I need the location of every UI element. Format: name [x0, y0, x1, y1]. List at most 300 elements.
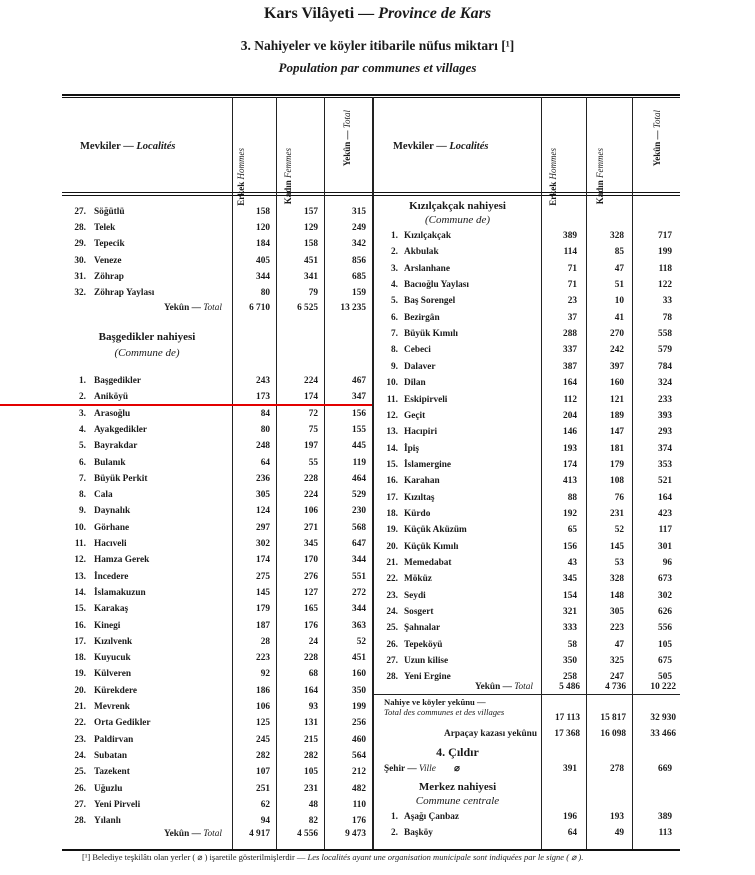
male-count: 146 [563, 427, 577, 438]
locality-name: Görhane [94, 522, 130, 533]
locality-name: Küçük Kımılı [404, 541, 459, 552]
table-row [0, 491, 755, 505]
male-count: 174 [256, 555, 270, 566]
male-count: 245 [256, 734, 270, 745]
locality-name: Bayrakdar [94, 441, 138, 452]
header-rule-2 [62, 195, 680, 196]
male-count: 187 [256, 620, 270, 631]
row-number: 19. [74, 669, 86, 680]
total-count: 344 [352, 555, 366, 566]
locality-name: Kızılçakçak [404, 231, 451, 241]
sehir-total: 669 [658, 764, 672, 774]
row-number: 32. [74, 288, 86, 298]
female-count: 147 [610, 427, 624, 438]
male-count: 321 [563, 607, 577, 618]
female-count: 397 [610, 361, 624, 372]
locality-name: Büyük Kımılı [404, 329, 458, 340]
header-total: Yekûn — Total [342, 110, 352, 167]
male-count: 248 [256, 441, 270, 452]
male-count: 179 [256, 604, 270, 615]
male-count: 243 [256, 376, 270, 386]
locality-name: Karahan [404, 476, 440, 487]
male-count: 23 [567, 296, 577, 307]
locality-name: Zöhrap Yaylası [94, 288, 155, 298]
locality-name: Dilan [404, 378, 426, 389]
sehir-male: 391 [563, 764, 577, 774]
female-count: 164 [304, 685, 318, 696]
row-number: 11. [386, 394, 398, 405]
row-number: 1. [391, 231, 398, 241]
total-count: 272 [352, 587, 366, 598]
female-count: 157 [304, 207, 318, 217]
header-localities: Mevkiler — Localités [80, 141, 176, 152]
total-count: 249 [352, 223, 366, 234]
table-row [0, 654, 755, 668]
table-row [0, 409, 755, 423]
male-count: 156 [563, 541, 577, 552]
female-count: 53 [614, 558, 624, 568]
total-count: 568 [352, 522, 366, 533]
row-number: 15. [386, 459, 398, 470]
total-count: 113 [658, 828, 672, 838]
page-title: Kars Vilâyeti — Province de Kars [263, 5, 492, 22]
row-number: 19. [386, 525, 398, 536]
female-count: 93 [308, 702, 318, 712]
female-count: 228 [304, 653, 318, 664]
female-count: 165 [304, 604, 318, 615]
table-row [0, 540, 755, 554]
footnote: [¹] Belediye teşkilâtı olan yerler ( ⌀ ) işaretile gösterilmişlerdir — Les localités ayant une organisation municipale sont indiquées par le signe ( ⌀ ). [82, 852, 584, 862]
sehir-female: 278 [610, 764, 624, 774]
row-number: 5. [391, 296, 398, 307]
total-count: 96 [662, 558, 672, 568]
male-count: 297 [256, 522, 270, 533]
locality-name: Söğütlü [94, 207, 125, 217]
table-row [0, 474, 755, 488]
row-number: 2. [391, 828, 398, 838]
female-count: 106 [304, 506, 318, 517]
table-row [0, 327, 755, 341]
female-count: 231 [304, 783, 318, 794]
locality-name: Aşağı Çanbaz [404, 812, 460, 822]
table-row [0, 360, 755, 374]
row-number: 30. [74, 255, 86, 266]
total-count: 117 [658, 525, 672, 536]
male-count: 158 [256, 207, 270, 217]
locality-name: İpiş [404, 443, 419, 454]
female-count: 68 [308, 669, 318, 680]
total-count: 164 [658, 492, 672, 503]
row-number: 9. [391, 361, 398, 372]
male-count: 65 [567, 525, 577, 536]
table-row [0, 245, 755, 259]
sehir-row: Şehir — Ville ⌀ [384, 764, 460, 774]
female-count: 158 [304, 239, 318, 250]
row-number: 3. [391, 263, 398, 274]
row-number: 26. [386, 639, 398, 650]
kaza-total-all: 33 466 [650, 729, 676, 739]
female-count: 24 [308, 636, 318, 647]
kaza-total-row: Arpaçay kazası yekûnu [444, 729, 537, 739]
row-number: 23. [74, 734, 86, 745]
row-number: 17. [386, 492, 398, 503]
female-count: 121 [610, 394, 624, 405]
female-count: 82 [308, 816, 318, 827]
male-count: 302 [256, 539, 270, 549]
total-count: 558 [658, 329, 672, 340]
total-male: 6 710 [249, 303, 270, 313]
male-count: 62 [260, 799, 270, 810]
row-number: 16. [74, 620, 86, 631]
female-count: 176 [304, 620, 318, 631]
row-number: 27. [74, 799, 86, 810]
total-count: 647 [352, 539, 366, 549]
female-count: 242 [610, 345, 624, 356]
female-count: 305 [610, 607, 624, 618]
female-count: 48 [308, 799, 318, 810]
total-count: 324 [658, 378, 672, 389]
row-number: 8. [79, 490, 86, 501]
locality-name: Hamza Gerek [94, 555, 150, 566]
header-female: Kadın Femmes [283, 148, 293, 205]
female-count: 282 [304, 750, 318, 761]
female-count: 174 [304, 392, 318, 403]
locality-name: Başgedikler [94, 376, 142, 386]
header-female: Kadın Femmes [595, 148, 605, 205]
total-count: 374 [658, 443, 672, 454]
total-female: 4 556 [297, 829, 318, 839]
total-row: Yekûn — Total [474, 682, 533, 692]
male-count: 64 [567, 828, 577, 838]
locality-name: Kuyucuk [94, 653, 131, 664]
total-count: 856 [352, 255, 366, 266]
total-count: 342 [352, 239, 366, 250]
row-number: 17. [74, 636, 86, 647]
total-count: 344 [352, 604, 366, 615]
total-all: 9 473 [345, 829, 366, 839]
female-count: 41 [614, 312, 624, 323]
locality-name: Başköy [404, 828, 433, 838]
locality-name: Möküz [404, 574, 432, 585]
row-number: 7. [79, 473, 86, 484]
section-title: Başgedikler nahiyesi [98, 331, 196, 343]
table-row [0, 621, 755, 635]
male-count: 173 [256, 392, 270, 403]
female-count: 51 [614, 280, 624, 291]
row-number: 27. [74, 207, 86, 217]
locality-name: Karakaş [94, 604, 129, 615]
locality-name: Hacıpiri [404, 427, 438, 438]
female-count: 228 [304, 473, 318, 484]
female-count: 181 [610, 443, 624, 454]
row-number: 6. [391, 312, 398, 323]
row-number: 14. [386, 443, 398, 454]
total-count: 467 [352, 376, 366, 386]
highlight-line [0, 404, 372, 406]
total-count: 784 [658, 361, 672, 372]
total-count: 160 [352, 669, 366, 680]
female-count: 341 [304, 271, 318, 282]
nahiye-total-male: 17 113 [554, 713, 580, 723]
locality-name: Paldirvan [94, 734, 134, 745]
section-title: 4. Çıldır [436, 745, 479, 759]
locality-name: Telek [94, 223, 116, 234]
row-number: 2. [391, 247, 398, 258]
total-count: 256 [352, 718, 366, 729]
total-count: 579 [658, 345, 672, 356]
male-count: 193 [563, 443, 577, 454]
locality-name: İncedere [94, 571, 129, 582]
female-count: 189 [610, 410, 624, 421]
locality-name: Veneze [94, 255, 122, 266]
female-count: 328 [610, 574, 624, 585]
total-female: 4 736 [605, 682, 626, 692]
total-count: 389 [658, 812, 672, 822]
row-number: 1. [79, 376, 86, 386]
total-count: 199 [352, 702, 366, 712]
total-count: 155 [352, 424, 366, 435]
total-count: 626 [658, 607, 672, 618]
male-count: 288 [563, 329, 577, 340]
male-count: 282 [256, 750, 270, 761]
locality-name: Kızıltaş [404, 492, 435, 503]
male-count: 58 [567, 639, 577, 650]
total-count: 212 [352, 767, 366, 778]
row-number: 29. [74, 239, 86, 250]
locality-name: Ayakgedikler [94, 424, 148, 435]
total-count: 673 [658, 574, 672, 585]
locality-name: İslamergine [404, 459, 451, 470]
total-count: 460 [352, 734, 366, 745]
male-count: 43 [567, 558, 577, 568]
total-count: 393 [658, 410, 672, 421]
total-count: 293 [658, 427, 672, 438]
female-count: 105 [304, 767, 318, 778]
total-male: 4 917 [249, 829, 270, 839]
row-number: 14. [74, 587, 86, 598]
row-number: 20. [386, 541, 398, 552]
total-count: 156 [352, 408, 366, 419]
total-count: 445 [352, 441, 366, 452]
female-count: 345 [304, 539, 318, 549]
male-count: 275 [256, 571, 270, 582]
row-number: 7. [391, 329, 398, 340]
total-count: 33 [662, 296, 672, 307]
male-count: 387 [563, 361, 577, 372]
male-count: 64 [260, 457, 270, 468]
header-male: Erkek Hommes [548, 148, 558, 206]
total-count: 551 [352, 571, 366, 582]
row-number: 6. [79, 457, 86, 468]
female-count: 276 [304, 571, 318, 582]
locality-name: Bulanık [94, 457, 126, 468]
section-title: Merkez nahiyesi [418, 781, 497, 793]
locality-name: Akbulak [404, 247, 439, 258]
male-count: 251 [256, 783, 270, 794]
male-count: 71 [567, 280, 577, 291]
header-rule [62, 192, 680, 193]
row-number: 25. [74, 767, 86, 778]
female-count: 170 [304, 555, 318, 566]
locality-name: Küçük Aküzüm [404, 525, 467, 536]
locality-name: Seydi [404, 590, 426, 601]
female-count: 47 [614, 639, 624, 650]
row-number: 26. [74, 783, 86, 794]
table-row [0, 442, 755, 456]
locality-name: Eskipirveli [404, 394, 448, 405]
total-count: 556 [658, 623, 672, 634]
locality-name: Şahnalar [404, 623, 441, 634]
table-row [0, 572, 755, 586]
male-count: 258 [563, 672, 577, 683]
locality-name: Baş Sorengel [404, 296, 456, 307]
header-localities: Mevkiler — Localités [393, 141, 489, 152]
section-subtitle: (Commune de) [114, 347, 180, 359]
male-count: 120 [256, 223, 270, 234]
row-number: 31. [74, 271, 86, 282]
table-row [0, 262, 755, 276]
locality-name: Kürekdere [94, 685, 138, 696]
row-number: 18. [74, 653, 86, 664]
table-row [0, 523, 755, 537]
male-count: 94 [260, 816, 270, 827]
male-count: 344 [256, 271, 270, 282]
locality-name: Geçit [404, 410, 426, 421]
row-number: 28. [74, 816, 86, 827]
male-count: 389 [563, 231, 577, 241]
male-count: 37 [567, 312, 577, 323]
locality-name: Kızılvenk [94, 636, 133, 647]
row-number: 12. [74, 555, 86, 566]
row-number: 3. [79, 408, 86, 419]
row-number: 28. [74, 223, 86, 234]
total-count: 110 [352, 799, 366, 810]
male-count: 84 [260, 408, 270, 419]
section-title: Kızılçakçak nahiyesi [409, 200, 506, 212]
locality-name: Cala [94, 490, 113, 501]
total-count: 482 [352, 783, 366, 794]
female-count: 224 [304, 376, 318, 386]
nahiye-total-label: Nahiye ve köyler yekûnu — Total des communes et des villages [384, 697, 505, 717]
row-number: 22. [74, 718, 86, 729]
male-count: 192 [563, 508, 577, 519]
female-count: 215 [304, 734, 318, 745]
row-number: 24. [386, 607, 398, 618]
locality-name: İslamakuzun [94, 587, 146, 598]
female-count: 247 [610, 672, 624, 683]
total-count: 451 [352, 653, 366, 664]
header-male: Erkek Hommes [236, 148, 246, 206]
table-row [0, 376, 755, 390]
male-count: 236 [256, 473, 270, 484]
male-count: 114 [563, 247, 577, 258]
female-count: 325 [610, 656, 624, 667]
total-count: 529 [352, 490, 366, 501]
total-count: 685 [352, 271, 366, 282]
total-count: 233 [658, 394, 672, 405]
total-count: 464 [352, 473, 366, 484]
locality-name: Orta Gedikler [94, 718, 151, 729]
row-number: 5. [79, 441, 86, 452]
female-count: 108 [610, 476, 624, 487]
male-count: 112 [563, 394, 577, 405]
locality-name: Uzun kilise [404, 656, 449, 667]
nahiye-total-female: 15 817 [600, 713, 626, 723]
female-count: 127 [304, 587, 318, 598]
total-all: 13 235 [340, 303, 366, 313]
row-number: 4. [79, 424, 86, 435]
male-count: 413 [563, 476, 577, 487]
locality-name: Bacıoğlu Yaylası [404, 280, 470, 291]
total-count: 423 [658, 508, 672, 519]
total-count: 505 [658, 672, 672, 683]
female-count: 328 [610, 231, 624, 241]
locality-name: Arasoğlu [94, 408, 131, 419]
male-count: 80 [260, 424, 270, 435]
section-subtitle: Commune centrale [415, 795, 500, 807]
top-rule [62, 94, 680, 96]
male-count: 186 [256, 685, 270, 696]
kaza-total-female: 16 098 [600, 729, 626, 739]
total-count: 78 [662, 312, 672, 323]
locality-name: Büyük Perkit [94, 473, 148, 484]
female-count: 76 [614, 492, 624, 503]
locality-name: Yılanlı [94, 816, 121, 827]
total-count: 675 [658, 656, 672, 667]
table-row [0, 229, 755, 243]
locality-name: Zöhrap [94, 271, 124, 282]
male-count: 350 [563, 656, 577, 667]
female-count: 79 [308, 288, 318, 298]
female-count: 55 [308, 457, 318, 468]
locality-name: Uğuzlu [94, 783, 123, 794]
male-count: 28 [260, 636, 270, 647]
total-count: 302 [658, 590, 672, 601]
row-number: 23. [386, 590, 398, 601]
female-count: 85 [614, 247, 624, 258]
male-count: 106 [256, 702, 270, 712]
locality-name: Külveren [94, 669, 132, 680]
table-row [0, 458, 755, 472]
row-number: 2. [79, 392, 86, 403]
divider [374, 694, 680, 695]
total-count: 52 [356, 636, 366, 647]
female-count: 193 [610, 812, 624, 822]
female-count: 224 [304, 490, 318, 501]
female-count: 145 [610, 541, 624, 552]
male-count: 345 [563, 574, 577, 585]
total-count: 230 [352, 506, 366, 517]
total-count: 717 [658, 231, 672, 241]
total-count: 347 [352, 392, 366, 403]
male-count: 125 [256, 718, 270, 729]
total-count: 301 [658, 541, 672, 552]
table-row [0, 556, 755, 570]
male-count: 92 [260, 669, 270, 680]
female-count: 75 [308, 424, 318, 435]
locality-name: Bezirgân [404, 312, 440, 323]
row-number: 1. [391, 812, 398, 822]
table-row [0, 278, 755, 292]
total-count: 122 [658, 280, 672, 291]
total-count: 199 [658, 247, 672, 258]
total-count: 363 [352, 620, 366, 631]
row-number: 25. [386, 623, 398, 634]
locality-name: Yeni Pirveli [94, 799, 141, 810]
female-count: 72 [308, 408, 318, 419]
female-count: 148 [610, 590, 624, 601]
female-count: 131 [304, 718, 318, 729]
